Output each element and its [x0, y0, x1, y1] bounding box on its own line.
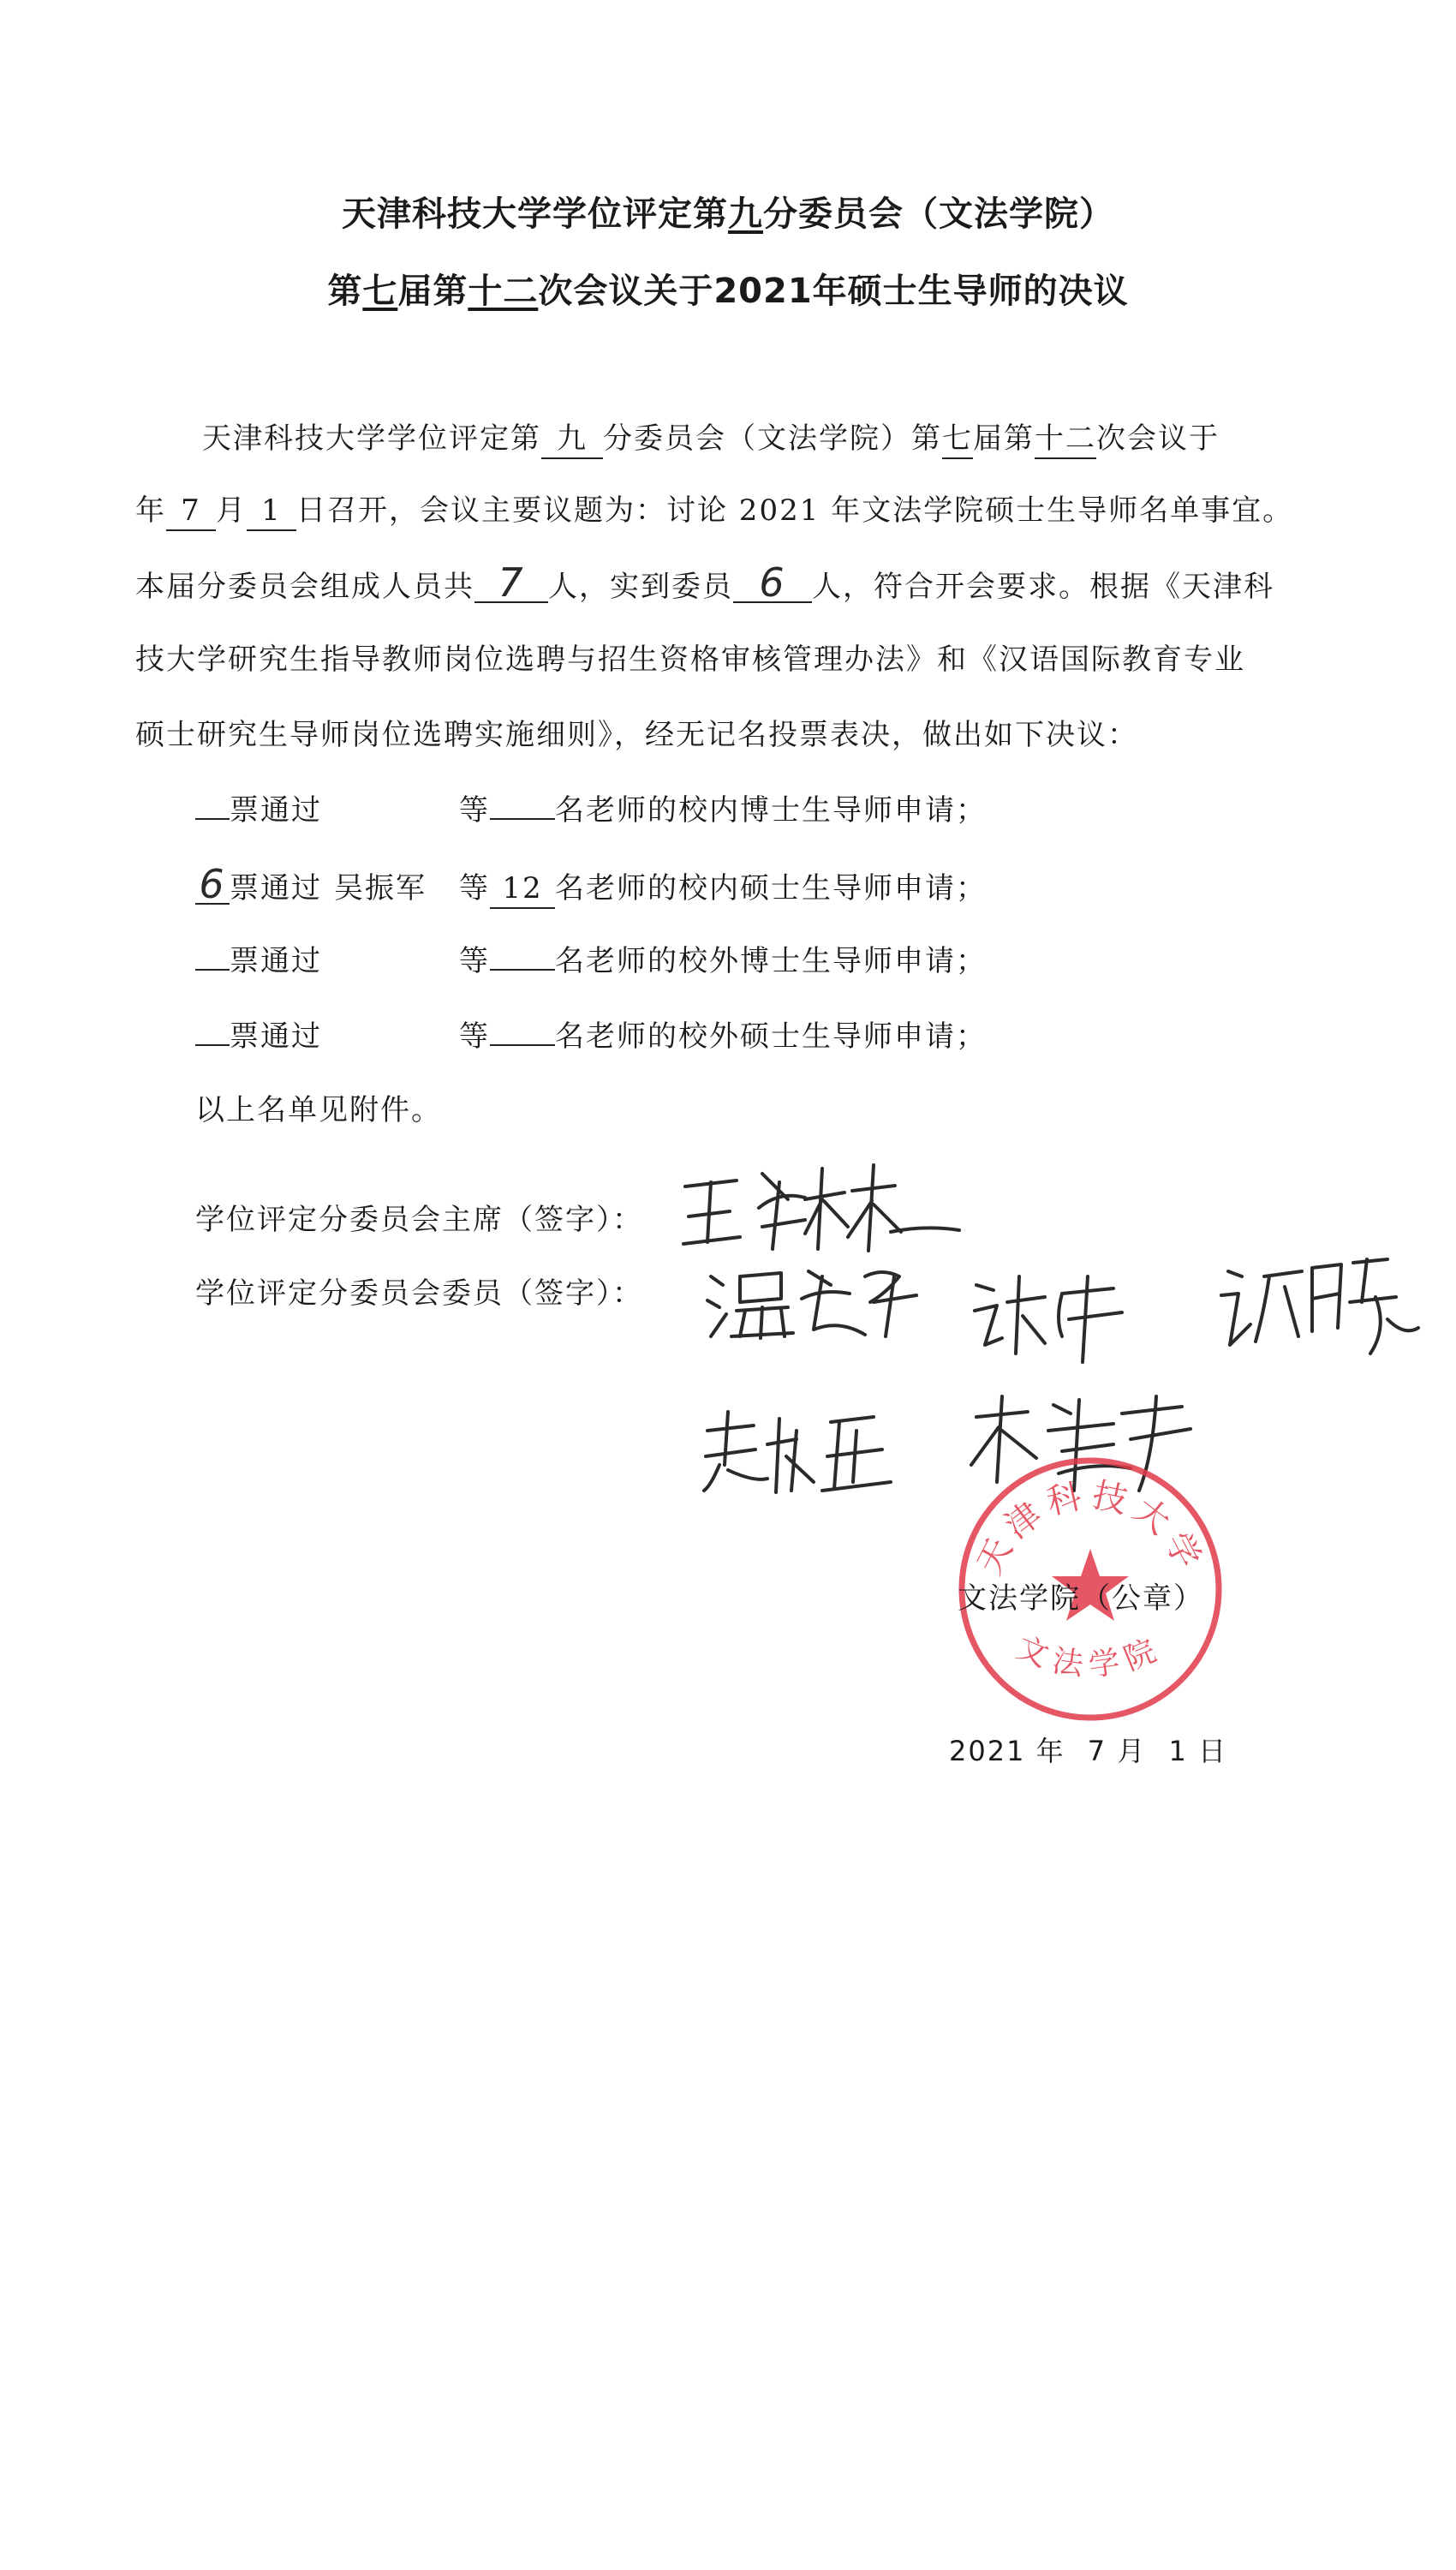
member-signature-scribble	[959, 1259, 1148, 1371]
member-signature-scribble	[694, 1396, 916, 1499]
title-text: 次会议关于2021年硕士生导师的决议	[538, 272, 1129, 311]
body-text: 本届分委员会组成人员共	[135, 570, 474, 604]
document-title-line1	[0, 187, 1456, 236]
body-line-2	[135, 490, 1293, 531]
resolution-row	[195, 941, 987, 982]
resolution-mid: 等	[459, 871, 490, 905]
resolution-votes	[195, 969, 230, 971]
resolution-text: 名老师的校外博士生导师申请；	[555, 944, 987, 978]
title-session-number: 七	[362, 272, 398, 311]
month-blank: 7	[166, 492, 216, 531]
date-day: 1	[1168, 1735, 1188, 1767]
resolution-label: 票通过	[230, 793, 322, 828]
body-text: 月	[216, 493, 247, 528]
resolution-row	[195, 861, 987, 909]
date-year: 2021	[949, 1735, 1026, 1767]
seal-top-text: 天津科技大学	[970, 1475, 1211, 1581]
title-text: 天津科技大学学位评定第	[342, 194, 728, 234]
total-members-handwritten: 7	[474, 564, 548, 603]
resolution-count	[490, 969, 555, 971]
body-text: 天津科技大学学位评定第	[202, 421, 541, 456]
body-text: 人，实到委员	[548, 570, 733, 604]
committee-number-blank: 九	[541, 420, 603, 459]
resolution-row	[195, 1016, 987, 1057]
body-text: 日召开，会议主要议题为：讨论 2021 年文法学院硕士生导师名单事宜。	[296, 493, 1294, 528]
document-date	[949, 1730, 1227, 1772]
date-year-label: 年	[1035, 1735, 1065, 1767]
date-day-label: 日	[1198, 1735, 1228, 1767]
body-line-3	[135, 559, 1274, 607]
resolution-count	[490, 1044, 555, 1046]
chair-signature-label: 学位评定分委员会主席（签字）：	[195, 1203, 643, 1237]
seal-unit-label: 文法学院（公章）	[958, 1581, 1204, 1616]
title-committee-number: 九	[728, 194, 763, 234]
date-month: 7	[1087, 1735, 1107, 1767]
document-title-line2	[0, 264, 1456, 313]
present-members-handwritten: 6	[733, 564, 812, 603]
day-blank: 1	[247, 492, 296, 531]
title-text: 第	[327, 272, 363, 311]
resolution-mid: 等	[459, 1019, 490, 1054]
body-line-1	[202, 418, 1220, 459]
meeting-number-blank: 十二	[1035, 420, 1096, 459]
resolution-votes-handwritten: 6	[195, 865, 230, 905]
resolution-votes	[195, 818, 230, 820]
title-text: 届第	[397, 272, 468, 311]
resolution-count: 12	[490, 870, 555, 909]
attachment-note: 以上名单见附件。	[195, 1093, 442, 1127]
body-text: 年	[135, 493, 166, 528]
resolution-name: 吴振军	[334, 871, 427, 905]
resolution-votes	[195, 1044, 230, 1046]
title-meeting-number: 十二	[468, 272, 539, 311]
resolution-label: 票通过	[230, 1019, 322, 1054]
chair-signature-scribble	[677, 1148, 968, 1259]
body-line-4: 技大学研究生指导教师岗位选聘与招生资格审核管理办法》和《汉语国际教育专业	[135, 642, 1245, 677]
body-text: 人，符合开会要求。根据《天津科	[812, 570, 1274, 604]
date-month-label: 月	[1117, 1735, 1147, 1767]
resolution-label: 票通过	[230, 871, 322, 905]
body-text: 分委员会（文法学院）第	[603, 421, 942, 456]
member-signature-label: 学位评定分委员会委员（签字）：	[195, 1276, 643, 1311]
member-signature-scribble	[1216, 1242, 1430, 1371]
resolution-mid: 等	[459, 793, 490, 828]
body-text: 届第	[973, 421, 1035, 456]
member-signature-scribble	[702, 1251, 925, 1345]
body-text: 次会议于	[1096, 421, 1220, 456]
resolution-mid: 等	[459, 944, 490, 978]
resolution-count	[490, 818, 555, 820]
title-text: 分委员会（文法学院）	[763, 194, 1114, 234]
resolution-label: 票通过	[230, 944, 322, 978]
session-number-blank: 七	[942, 420, 973, 459]
resolution-row	[195, 790, 987, 831]
seal-bottom-text: 文法学院	[1011, 1629, 1169, 1684]
body-line-5: 硕士研究生导师岗位选聘实施细则》，经无记名投票表决，做出如下决议：	[135, 718, 1138, 752]
resolution-text: 名老师的校外硕士生导师申请；	[555, 1019, 987, 1054]
resolution-text: 名老师的校内硕士生导师申请；	[555, 871, 987, 905]
resolution-text: 名老师的校内博士生导师申请；	[555, 793, 987, 828]
